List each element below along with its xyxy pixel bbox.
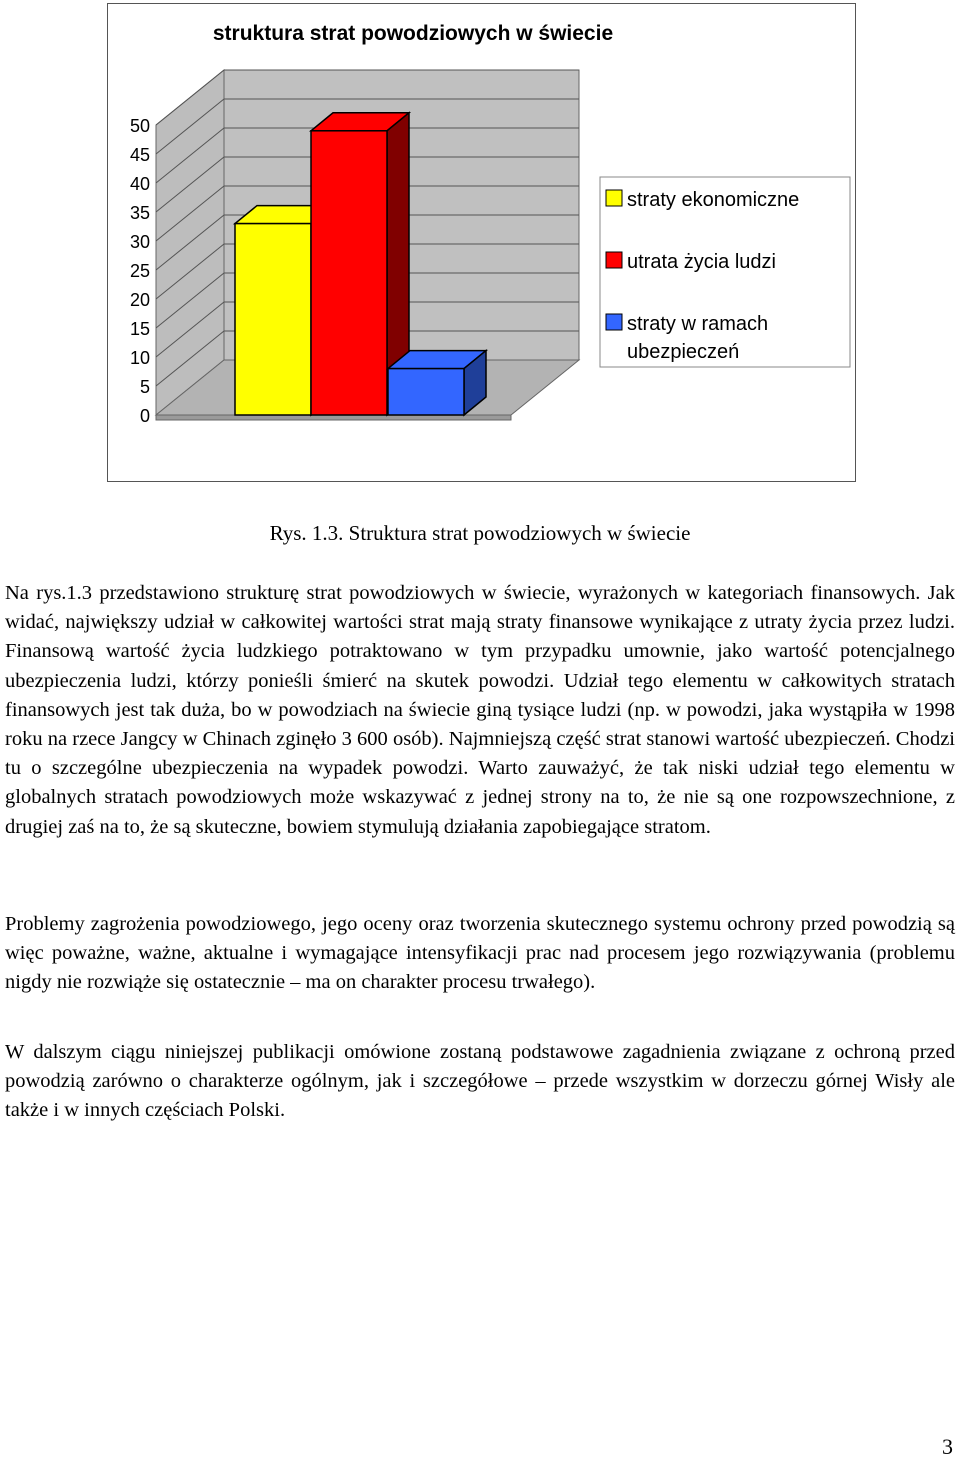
y-tick-label: 15 bbox=[129, 319, 150, 339]
bar bbox=[311, 131, 387, 415]
legend-label: utrata życia ludzi bbox=[627, 251, 776, 273]
legend-swatch bbox=[606, 314, 622, 330]
legend-label: straty w ramach bbox=[627, 313, 769, 335]
y-tick-label: 10 bbox=[129, 348, 150, 368]
page-number: 3 bbox=[942, 1434, 953, 1459]
y-tick-label: 50 bbox=[129, 116, 150, 136]
paragraph-3: W dalszym ciągu niniejszej publikacji omówione zostaną podstawowe zagadnienia związane z ochroną przed powodzią zarówno o charakterze ogólnym, jak i szczegółowe – przede wszystkim w dorzeczu górnej Wisły ale także i w innych częściach Polski. bbox=[5, 1041, 955, 1122]
chart-title: struktura strat powodziowych w świecie bbox=[212, 22, 614, 45]
y-tick-label: 25 bbox=[129, 261, 150, 281]
y-tick-label: 5 bbox=[139, 377, 150, 397]
y-tick-label: 45 bbox=[129, 145, 150, 165]
y-tick-label: 0 bbox=[139, 406, 150, 426]
bar bbox=[388, 369, 464, 415]
y-tick-label: 20 bbox=[129, 290, 150, 310]
figure-caption: Rys. 1.3. Struktura strat powodziowych w świecie bbox=[269, 521, 691, 545]
legend-swatch bbox=[606, 190, 622, 206]
y-tick-label: 35 bbox=[129, 203, 150, 223]
bar-chart bbox=[108, 4, 857, 483]
bar bbox=[235, 224, 311, 415]
legend-label: straty ekonomiczne bbox=[627, 189, 800, 211]
legend-swatch bbox=[606, 252, 622, 268]
chart-frame bbox=[107, 3, 856, 482]
paragraph-2: Problemy zagrożenia powodziowego, jego oceny oraz tworzenia skutecznego systemu ochrony przed powodzią są więc poważne, ważne, aktualne i wymagające intensyfikacji prac nad procesem jego rozwiązywania (problemu nigdy nie rozwiąże się ostatecznie – ma on charakter procesu trwałego). bbox=[5, 913, 955, 994]
y-tick-label: 30 bbox=[129, 232, 150, 252]
paragraph-1: Na rys.1.3 przedstawiono strukturę strat powodziowych w świecie, wyrażonych w kategoriach finansowych. Jak widać, największy udział w całkowitej wartości strat mają straty finansowe wynikające z utraty życia przez ludzi. Finansową wartość życia ludzkiego potraktowano w tym przypadku umownie, jako wartość potencjalnego ubezpieczenia ludzi, którzy ponieśli śmierć na skutek powodzi. Udział tego elementu w całkowitych stratach finansowych jest tak duża, bo w powodziach na świecie giną tysiące ludzi (np. w powodzi, jaka wystąpiła w 1998 roku na rzece Jangcy w Chinach zginęło 3 600 osób). Najmniejszą część strat stanowi wartość ubezpieczeń. Chodzi tu o szczególne ubezpieczenia na wypadek powodzi. Warto zauważyć, że tak niski udział tego elementu w globalnych stratach powodziowych może wskazywać z jednej strony na to, że nie są one rozpowszechnione, z drugiej zaś na to, że są skuteczne, bowiem stymulują działania zapobiegające stratom. bbox=[5, 582, 955, 838]
legend-label: ubezpieczeń bbox=[627, 341, 740, 363]
y-tick-label: 40 bbox=[129, 174, 150, 194]
